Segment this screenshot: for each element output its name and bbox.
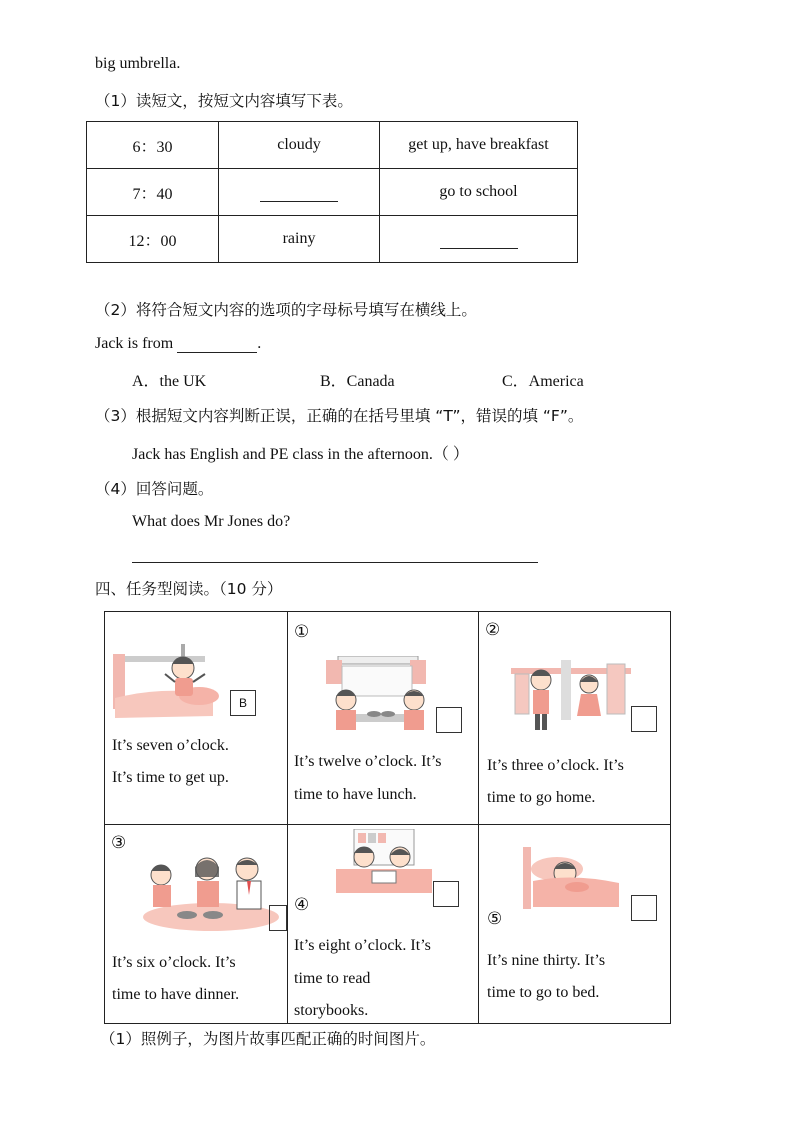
card-line: time to go to bed. [487,984,600,1001]
picture-grid [104,611,671,1024]
time-cell: 6：30 [87,122,219,169]
card-line: It’s seven o’clock. [112,737,229,754]
card-number: ④ [294,895,310,915]
answer-box[interactable] [631,706,657,732]
card-line: It’s three o’clock. It’s [487,757,624,774]
q4-instruction: （4）回答问题。 [95,480,214,498]
q2-instruction: （2）将符合短文内容的选项的字母标号填写在横线上。 [95,301,477,319]
section-title: 四、任务型阅读。（10 分） [95,580,283,598]
weather-table [86,121,578,263]
card-bed [479,825,671,1023]
card-number: ⑤ [487,909,503,929]
card-line: time to have lunch. [294,786,417,803]
card-dinner [105,825,287,1023]
activity-cell: go to school [380,169,578,216]
reading-illustration [334,829,434,899]
q2-answer-blank[interactable] [177,334,257,353]
card-number: ② [485,620,501,640]
q2-stem-text: Jack is from [95,335,174,352]
answer-blank[interactable] [440,230,518,249]
card-line: storybooks. [294,1002,369,1019]
card-go-home [479,612,671,824]
weather-cell: rainy [219,216,380,263]
q3-statement[interactable]: Jack has English and PE class in the afternoon.（ ） [132,446,469,463]
dinner-illustration [139,855,284,933]
card-line: time to read [294,970,371,987]
activity-cell: get up, have breakfast [380,122,578,169]
answer-box[interactable] [269,905,287,931]
card-line: It’s six o’clock. It’s [112,954,236,971]
sub-question-instruction: （1）照例子，为图片故事匹配正确的时间图片。 [100,1030,436,1048]
q2-stem [95,334,261,353]
time-cell: 7：40 [87,169,219,216]
go-home-illustration [511,654,631,736]
activity-blank-cell[interactable] [380,216,578,263]
answer-blank[interactable] [260,183,338,202]
answer-box[interactable] [433,881,459,907]
answer-box[interactable]: B [230,690,256,716]
table-row [87,122,578,169]
table-row [87,169,578,216]
q3-instruction: （3）根据短文内容判断正误，正确的在括号里填 “T”，错误的填 “F”。 [95,407,584,425]
q1-instruction: （1）读短文，按短文内容填写下表。 [95,92,353,110]
card-line: time to have dinner. [112,986,240,1003]
card-line: time to go home. [487,789,596,806]
q2-option-a[interactable]: A．the UK [132,373,207,390]
q2-option-c[interactable]: C．America [502,373,584,390]
lunch-illustration [318,656,438,736]
q4-question: What does Mr Jones do? [132,513,291,530]
card-number: ③ [111,833,127,853]
q2-stem-period: . [257,335,262,352]
table-row [87,216,578,263]
card-get-up [105,612,287,824]
card-line: It’s time to get up. [112,769,229,786]
answer-box[interactable] [631,895,657,921]
q2-option-b[interactable]: B．Canada [320,373,395,390]
card-read [288,825,478,1023]
bed-illustration [523,847,623,909]
weather-blank-cell[interactable] [219,169,380,216]
card-line: It’s nine thirty. It’s [487,952,606,969]
card-line: It’s twelve o’clock. It’s [294,753,442,770]
passage-tail: big umbrella. [95,55,181,72]
time-cell: 12：00 [87,216,219,263]
weather-cell: cloudy [219,122,380,169]
card-number: ① [294,622,310,642]
q4-answer-line[interactable] [132,562,538,563]
answer-box[interactable] [436,707,462,733]
card-line: It’s eight o’clock. It’s [294,937,431,954]
card-lunch [288,612,478,824]
